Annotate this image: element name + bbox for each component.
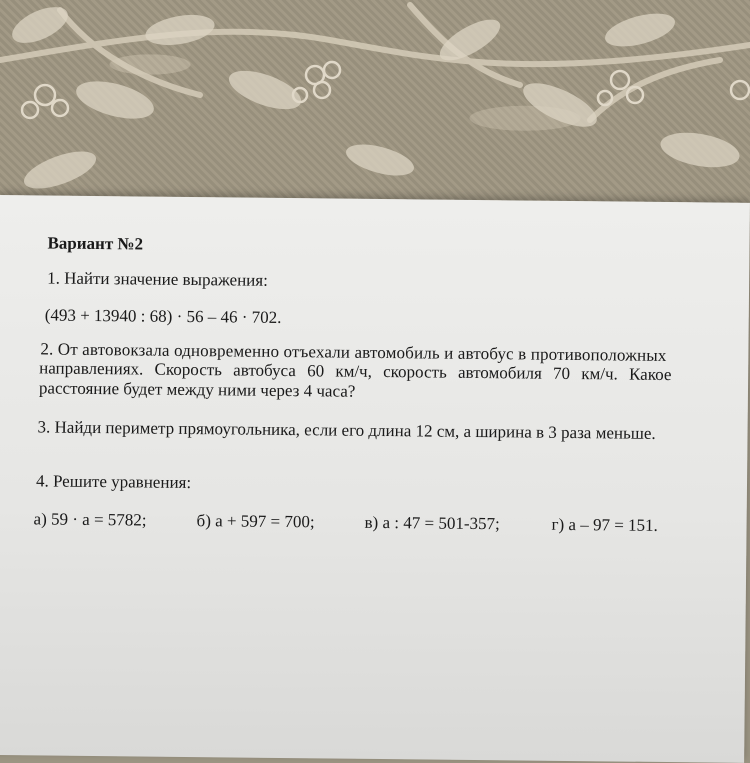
task2-line-3: расстояние будет между ними через 4 часа? (38, 378, 356, 401)
task1-expression: (493 + 13940 : 68) · 56 – 46 · 702. (44, 305, 282, 327)
worksheet-paper (0, 195, 750, 763)
equation-b: б) а + 597 = 700; (196, 511, 315, 532)
task1-title: 1. Найти значение выражения: (47, 268, 268, 290)
task3-text: 3. Найди периметр прямоугольника, если его длина 12 см, а ширина в 3 раза меньше. (37, 417, 656, 443)
task4-title: 4. Решите уравнения: (35, 471, 192, 493)
variant-title: Вариант №2 (47, 233, 144, 254)
task2-line-1: 2. От автовокзала одновременно отъехали автомобиль и автобус в противоположных (40, 339, 667, 365)
equation-d: г) а – 97 = 151. (551, 514, 658, 535)
floral-embroidery-pattern (0, 0, 750, 215)
equation-c: в) а : 47 = 501-357; (364, 512, 500, 534)
tablecloth-background (0, 0, 750, 215)
task2-line-2: направлениях. Скорость автобуса 60 км/ч, скорость автомобиля 70 км/ч. Какое (39, 358, 672, 385)
equation-a: а) 59 · а = 5782; (33, 509, 147, 530)
